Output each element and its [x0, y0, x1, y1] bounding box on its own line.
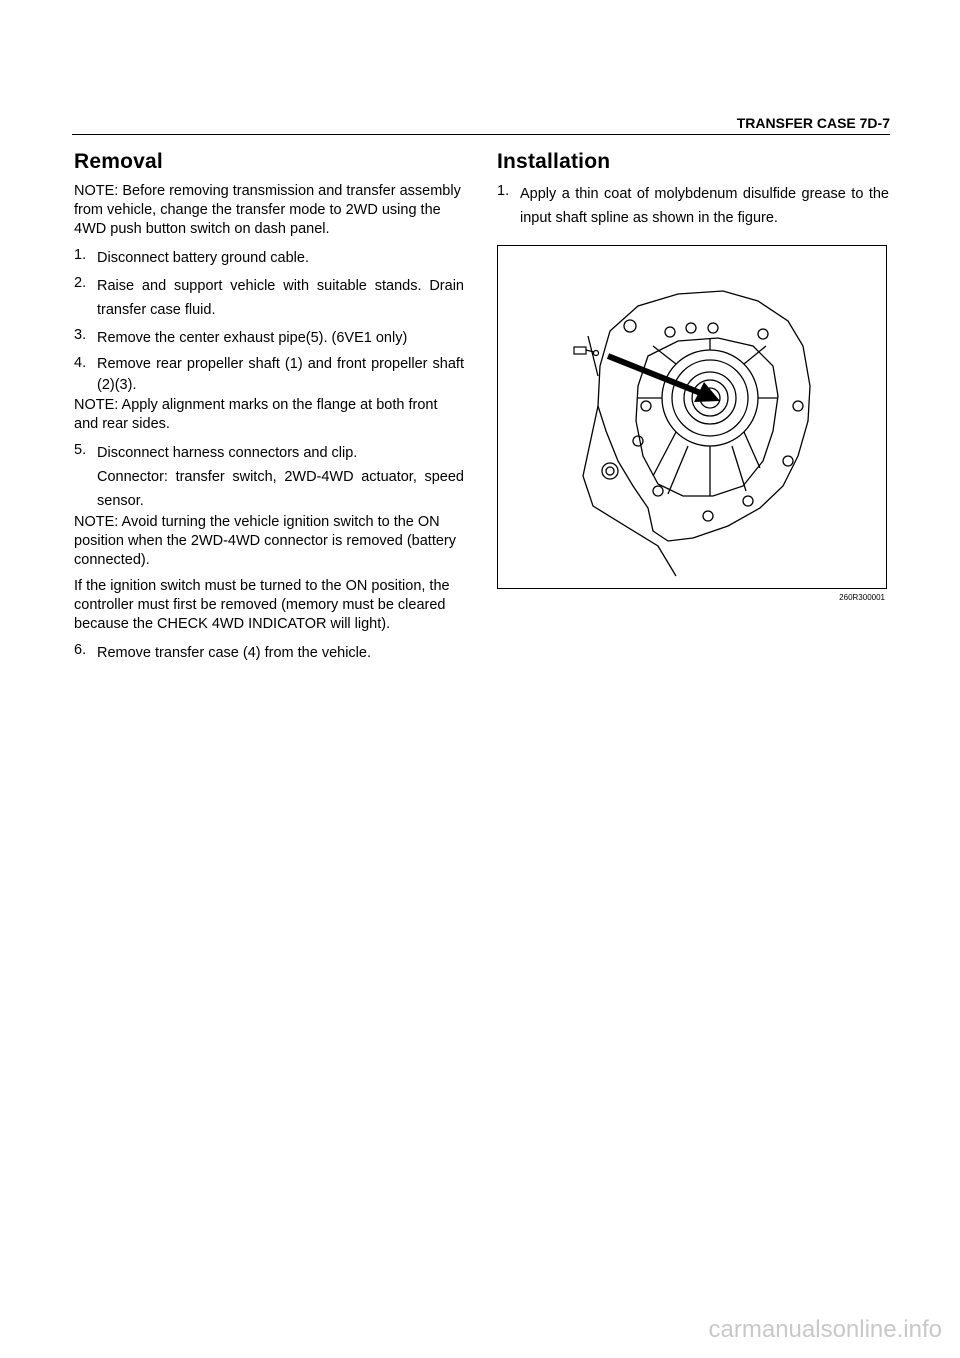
installation-heading: Installation: [497, 150, 611, 173]
step-number: 4.: [74, 355, 87, 371]
step-number: 6.: [74, 642, 87, 658]
figure-caption: 260R300001: [839, 593, 885, 602]
page-header: TRANSFER CASE 7D-7: [736, 115, 890, 131]
step-text: Raise and support vehicle with suitable stands. Drain transfer case fluid.: [97, 278, 464, 318]
step-text: Remove the center exhaust pipe(5). (6VE1 only): [97, 330, 408, 346]
removal-step-6: [74, 641, 464, 665]
installation-section: [497, 150, 889, 234]
transfer-case-illustration: [498, 246, 886, 588]
step-text: Apply a thin coat of molybdenum disulfide grease to the input shaft spline as shown in the figure.: [520, 186, 889, 226]
removal-step-1: [74, 246, 464, 270]
removal-step-5: [74, 441, 464, 465]
removal-step-2: [74, 274, 464, 322]
removal-section: [74, 150, 464, 669]
step-number: 3.: [74, 327, 87, 343]
connector-list: Connector: transfer switch, 2WD-4WD actuator, speed sensor.: [97, 469, 464, 509]
removal-note-3: NOTE: Avoid turning the vehicle ignition switch to the ON position when the 2WD-4WD connector is removed (battery connected).: [74, 514, 456, 568]
transfer-case-figure: [497, 245, 887, 589]
installation-step-1: [497, 182, 889, 230]
header-rule: [72, 134, 890, 135]
step-number: 1.: [74, 247, 87, 263]
removal-note-1: NOTE: Before removing transmission and transfer assembly from vehicle, change the transfer mode to 2WD using the 4WD push button switch on dash panel.: [74, 183, 461, 237]
step-number: 5.: [74, 442, 87, 458]
removal-heading: Removal: [74, 150, 163, 173]
removal-note-4: If the ignition switch must be turned to the ON position, the controller must first be removed (memory must be cleared because the CHECK 4WD INDICATOR will light).: [74, 578, 450, 632]
removal-step-3: [74, 326, 464, 350]
watermark: carmanualsonline.info: [708, 1316, 942, 1343]
removal-step-4: [74, 354, 464, 396]
step-text: Remove rear propeller shaft (1) and front propeller shaft (2)(3).: [97, 356, 464, 393]
removal-note-2: NOTE: Apply alignment marks on the flange at both front and rear sides.: [74, 397, 438, 432]
step-text: Disconnect harness connectors and clip.: [97, 445, 358, 461]
step-number: 2.: [74, 275, 87, 291]
step-text: Remove transfer case (4) from the vehicle.: [97, 645, 371, 661]
step-number: 1.: [497, 183, 510, 199]
step-text: Disconnect battery ground cable.: [97, 250, 309, 266]
